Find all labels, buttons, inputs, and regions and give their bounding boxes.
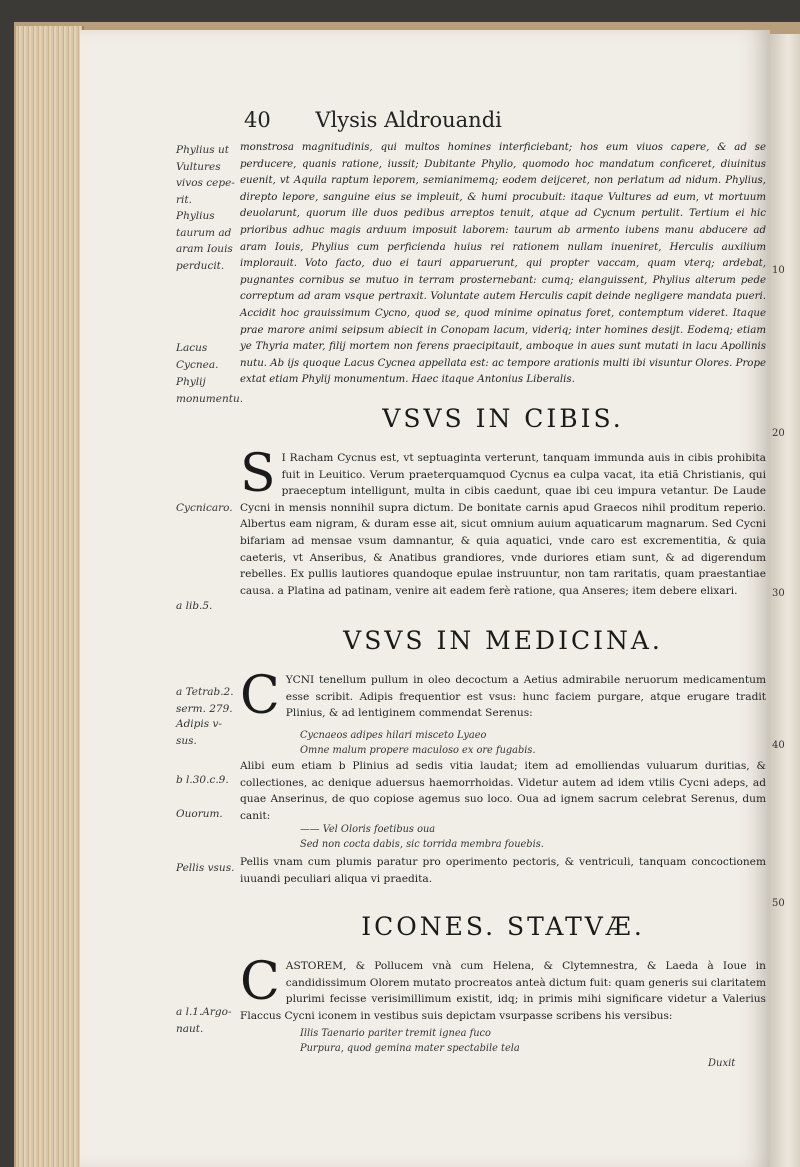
section-heading-medicina: VSVS IN MEDICINA. (343, 626, 663, 655)
drop-cap: C (240, 666, 280, 726)
medicina-paragraph (240, 666, 766, 726)
margin-note: a Tetrab.2. serm. 279. (176, 686, 234, 715)
icones-paragraph (240, 952, 766, 1024)
page-number: 40 (244, 108, 271, 132)
margin-note: Phylij monumentu. (176, 376, 244, 405)
running-header (244, 108, 502, 132)
margin-note: Ouorum. (176, 808, 223, 820)
drop-cap: S (240, 444, 276, 504)
verse-line: Illis Taenario pariter tremit ignea fuco (300, 1028, 491, 1039)
margin-note: a lib.5. (176, 600, 213, 612)
section-heading-icones: ICONES. STATVÆ. (361, 912, 645, 941)
verse-line: Cycnaeos adipes hilari misceto Lyaeo (300, 730, 487, 741)
medicina-paragraph-2: Alibi eum etiam b Plinius ad sedis vitia laudat; item ad emolliendas vuluarum duritias, & collectiones, ac denique aduersus haemorrhoidas. Videtur autem ad idem vtilis Cycni adeps, ad quae Anserinus, de quo copiose agemus suo loco. Oua ad ignem sacrum celebrat Serenus, dum canit: (240, 760, 766, 822)
medicina-text: YCNI tenellum pullum in oleo decoctum a Aetius admirabile neruorum medicamentum esse scribit. Adipis frequentior est vsus: hunc faciem purgare, atque erugare tradit Plinius, & ad lentiginem commendat Serenus: (285, 674, 766, 720)
verse-line: Sed non cocta dabis, sic torrida membra fouebis. (300, 839, 544, 850)
catchword: Duxit (708, 1058, 736, 1069)
line-number: 30 (772, 588, 785, 599)
drop-cap: C (240, 952, 280, 1012)
cibis-text: I Racham Cycnus est, vt septuaginta verterunt, tanquam immunda auis in cibis prohibita fuit in Leuitico. Verum praeterquamquod Cycnus ea culpa vacat, ita etiã Christianis, qui praeceptum intelligunt, multa in cibis caedunt, quae ibi ceu impura vetantur. De Laude Cycni in mensis nonnihil supra dictum. De bonitate carnis apud Graecos nihil proditum reperio. Albertus eam nigram, & duram esse ait, sicut omnium auium aquaticarum magnarum. Sed Cycni bifariam ad mensae vsum damnantur, & quia aquatici, vnde caro est excrementitia, & quia caeteris, vt Anseribus, & Anatibus grandiores, vnde duriores etiam sunt, & ad digerendum rebelles. Ex pullis lautiores quandoque epulae instruuntur, non tam raritatis, quam praestantiae causa. a Platina ad patinam, venire ait eadem ferè ratione, qua Anseres; item debere elixari. (240, 452, 766, 597)
verse-line: —— Vel Oloris foetibus oua (300, 824, 436, 835)
margin-note: Cycnicaro. (176, 502, 233, 514)
verse-line: Omne malum propere maculoso ex ore fugabis. (300, 745, 536, 756)
margin-note: a l.1.Argo-naut. (176, 1006, 232, 1035)
margin-note: Phylius ut Vultures vivos cepe-rit. (176, 144, 235, 206)
facing-page-edge (770, 34, 800, 1167)
running-title: Vlysis Aldrouandi (315, 108, 502, 132)
verse-line: Purpura, quod gemina mater spectabile tela (300, 1043, 520, 1054)
line-number: 10 (772, 265, 785, 276)
margin-note: Pellis vsus. (176, 862, 235, 874)
medicina-paragraph-3: Pellis vnam cum plumis paratur pro operimento pectoris, & ventriculi, tanquam concoctionem iuuandi peculiari aliqua vi praedita. (240, 856, 766, 885)
line-number: 50 (772, 898, 785, 909)
margin-note: Phylius taurum ad aram Iouis perducit. (176, 210, 233, 272)
section-heading-cibis: VSVS IN CIBIS. (382, 404, 624, 433)
line-number: 20 (772, 428, 785, 439)
intro-paragraph: monstrosa magnitudinis, qui multos homines interficiebant; hos eum viuos capere, & ad se perducere, quanis ratione, iussit; Dubitante Phylio, quomodo hoc mandatum conficeret, diuinitus euenit, vt Aquila raptum leporem, semianimemq; eodem deijceret, non perlatum ad nidum. Phylius, direpto lepore, sanguine eius se impleuit, & humi procubuit: itaque Vultures ad eum, vt mortuum deuolarunt, quorum ille duos pedibus arreptos tenuit, atque ad Cycnum pertulit. Tertium ei hic prioribus adhuc magis arduum imposuit laborem: taurum ab armento iubens manu abducere ad aram Iouis, Phylius cum perficienda huius rei rationem nullam inueniret, Herculis auxilium implorauit. Voto facto, duo ei tauri apparuerunt, qui propter vaccam, quam vterq; ardebat, pugnantes cornibus se mutuo in terram prosternebant: cumq; elanguissent, Phylius alterum pede correptum ad aram vsque pertraxit. Voluntate autem Herculis capit deinde negligere mandata pueri. Accidit hoc grauissimum Cycno, quod se, quod minime opinatus foret, contemptum videret. Itaque prae marore animi seipsum abiecit in Conopam lacum, videriq; inter homines desijt. Eodemq; etiam ye Thyria mater, filij mortem non ferens praecipitauit, amboque in aues sunt mutati in lacu Apollinis nutu. Ab ijs quoque Lacus Cycnea appellata est: ac tempore arationis multi ibi visuntur Olores. Prope extat etiam Phylij monumentum. Haec itaque Antonius Liberalis. (240, 142, 766, 386)
line-number: 40 (772, 740, 785, 751)
margin-note: b l.30.c.9. (176, 774, 229, 786)
cibis-paragraph (240, 444, 766, 599)
verse-block (300, 1026, 760, 1056)
margin-note: Adipis v-sus. (176, 718, 222, 747)
icones-text: ASTOREM, & Pollucem vnà cum Helena, & Clytemnestra, & Laeda à Ioue in candidissimum Olorem mutato procreatos anteà dictum fuit: quam generis sui claritatem plurimi fecisse verisimillimum existit, idq; in primis mihi significare videtur a Valerius Flaccus Cycni iconem in vestibus suis depictam vsurpasse scribens his versibus: (240, 960, 766, 1022)
page-fore-edge (16, 26, 84, 1167)
margin-note: Lacus Cycnea. (176, 342, 219, 371)
verse-block (300, 822, 760, 852)
verse-block (300, 728, 760, 758)
